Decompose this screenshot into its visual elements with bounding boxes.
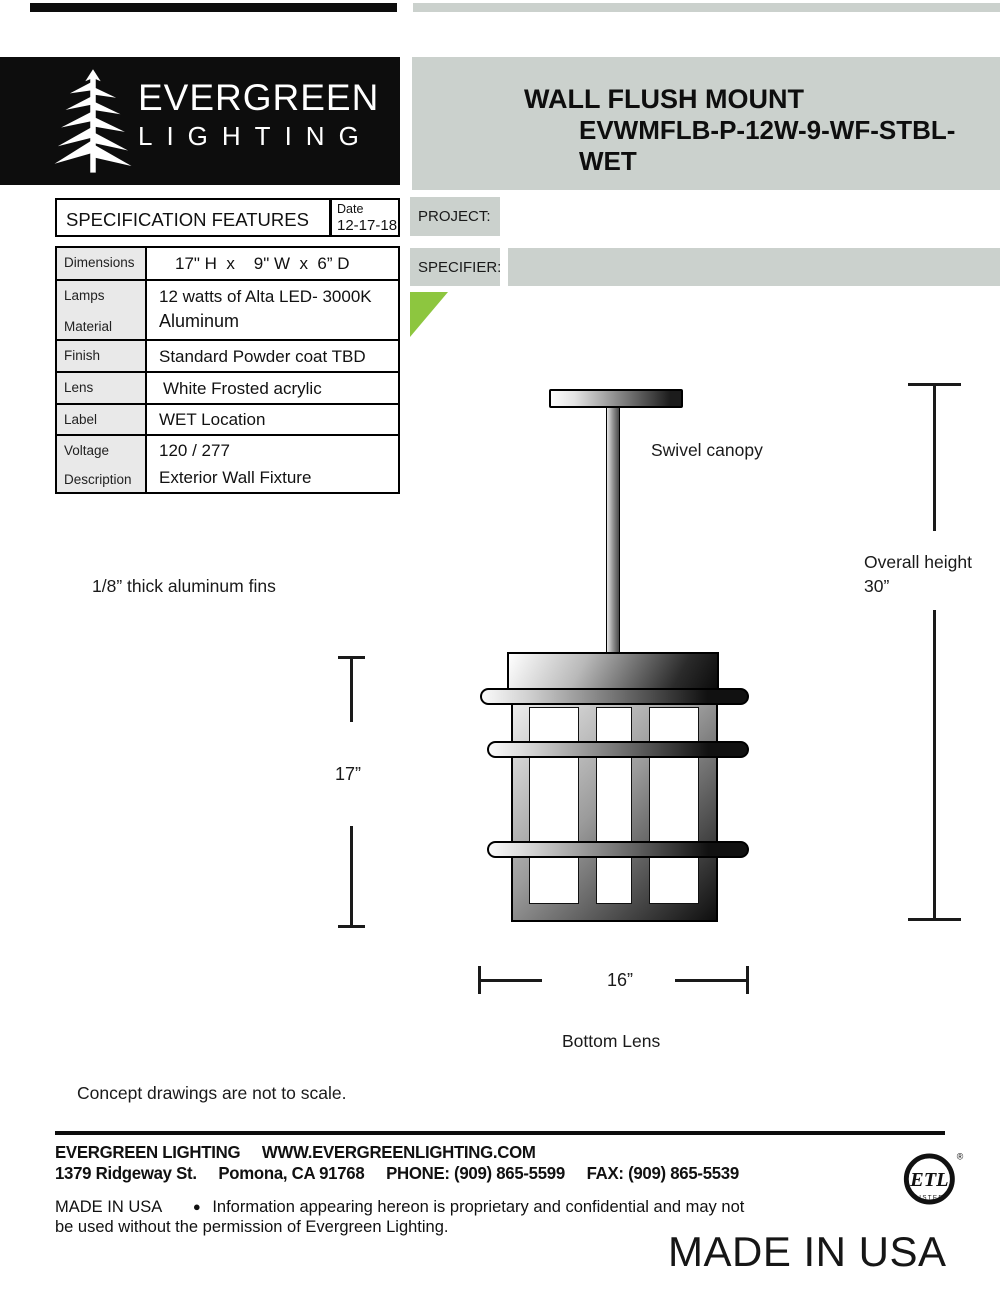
dim16-value: 16” — [607, 970, 634, 990]
overall-height-value: 30” — [864, 576, 890, 596]
row-value: 12 watts of Alta LED- 3000K Aluminum — [159, 287, 372, 331]
table-row-lamps-material — [57, 281, 398, 341]
fixture-top-cap — [507, 652, 719, 692]
table-row-finish — [57, 341, 398, 373]
aluminum-fin — [487, 841, 749, 858]
dim17-value: 17” — [335, 764, 362, 784]
fins-annotation: 1/8” thick aluminum fins — [92, 576, 276, 596]
specifier-input-field[interactable] — [508, 248, 1000, 286]
scale-note: Concept drawings are not to scale. — [77, 1083, 347, 1103]
disclaimer-text1: Information appearing hereon is proprietary and confidential and may not — [212, 1198, 745, 1216]
footer-company: EVERGREEN LIGHTING — [55, 1142, 241, 1162]
dim16-left-line — [478, 979, 542, 982]
aluminum-fin — [487, 741, 749, 758]
dim17-bottom-tick — [338, 925, 365, 928]
dim16-right-line — [675, 979, 749, 982]
row-label: Label — [57, 405, 147, 434]
dim17-bottom-line — [350, 826, 353, 925]
row-value: White Frosted acrylic — [163, 378, 322, 398]
row-value: 17" H x 9" W x 6” D — [175, 254, 350, 273]
footer-address: 1379 Ridgeway St. — [55, 1163, 197, 1183]
date-label: Date — [337, 202, 364, 216]
green-corner-accent — [410, 292, 448, 337]
footer-city: Pomona, CA 91768 — [218, 1163, 365, 1183]
product-code: EVWMFLB-P-12W-9-WF-STBL-WET — [579, 115, 956, 176]
footer-fax: FAX: (909) 865-5539 — [586, 1163, 739, 1183]
row-label: Lamps Material — [57, 281, 147, 339]
overall-height-annotation: Overall height — [864, 552, 972, 572]
footer-company-line — [55, 1142, 553, 1163]
spec-features-header — [55, 198, 400, 237]
dim17-top-line — [350, 659, 353, 722]
specifier-field-label: SPECIFIER: — [410, 248, 500, 286]
row-value: WET Location — [159, 410, 266, 429]
lens-window — [529, 707, 579, 904]
footer-website: WWW.EVERGREENLIGHTING.COM — [261, 1142, 536, 1162]
footer-address-line — [55, 1163, 756, 1184]
fixture-swivel-canopy — [549, 389, 683, 408]
brand-name-line1: EVERGREEN — [138, 77, 380, 118]
table-row-voltage-description — [57, 436, 398, 492]
fixture-stem — [606, 407, 620, 654]
swivel-canopy-annotation: Swivel canopy — [651, 440, 763, 460]
row-value: 120 / 277 Exterior Wall Fixture — [159, 440, 312, 488]
evergreen-tree-icon — [52, 67, 134, 177]
table-row-dimensions — [57, 248, 398, 281]
product-title: WALL FLUSH MOUNT — [524, 84, 804, 114]
svg-text:ETL: ETL — [910, 1169, 949, 1192]
aluminum-fin — [480, 688, 749, 705]
table-row-lens — [57, 373, 398, 405]
top-edge-black-strip — [30, 3, 397, 12]
svg-text:LISTED: LISTED — [914, 1194, 945, 1202]
fixture-body — [511, 701, 718, 922]
lens-window — [649, 707, 699, 904]
product-title-box — [412, 57, 1000, 190]
brand-wordmark — [138, 79, 379, 149]
row-value: Standard Powder coat TBD — [159, 346, 366, 366]
footer-divider — [55, 1131, 945, 1135]
etl-listed-icon — [900, 1148, 964, 1210]
brand-name-line2: LIGHTING — [138, 121, 373, 151]
dim30-bottom-tick — [908, 918, 961, 921]
table-row-label — [57, 405, 398, 436]
made-in-usa-small: MADE IN USA — [55, 1198, 163, 1216]
dim16-right-tick — [746, 966, 749, 994]
disclaimer-line1 — [55, 1198, 744, 1217]
footer-phone: PHONE: (909) 865-5599 — [386, 1163, 565, 1183]
dim30-bottom-line — [933, 610, 936, 918]
svg-text:®: ® — [956, 1151, 964, 1162]
bottom-lens-annotation: Bottom Lens — [562, 1031, 661, 1051]
spec-header-divider — [329, 200, 332, 235]
made-in-usa-large: MADE IN USA — [668, 1228, 947, 1275]
row-label: Finish — [57, 341, 147, 371]
project-field-label: PROJECT: — [410, 197, 500, 236]
spec-table — [55, 246, 400, 494]
top-edge-gray-strip — [413, 3, 1000, 12]
disclaimer-text2: be used without the permission of Evergreen Lighting. — [55, 1218, 449, 1236]
spec-features-title: SPECIFICATION FEATURES — [66, 209, 309, 230]
dim30-top-line — [933, 386, 936, 531]
brand-logo-box — [0, 57, 400, 185]
row-label: Dimensions — [57, 248, 147, 279]
lens-window — [596, 707, 632, 904]
disclaimer-line2 — [55, 1218, 449, 1237]
date-value: 12-17-18 — [337, 217, 398, 234]
bullet-icon: ● — [192, 1199, 201, 1214]
row-label: Lens — [57, 373, 147, 403]
row-label: Voltage Description — [57, 436, 147, 492]
